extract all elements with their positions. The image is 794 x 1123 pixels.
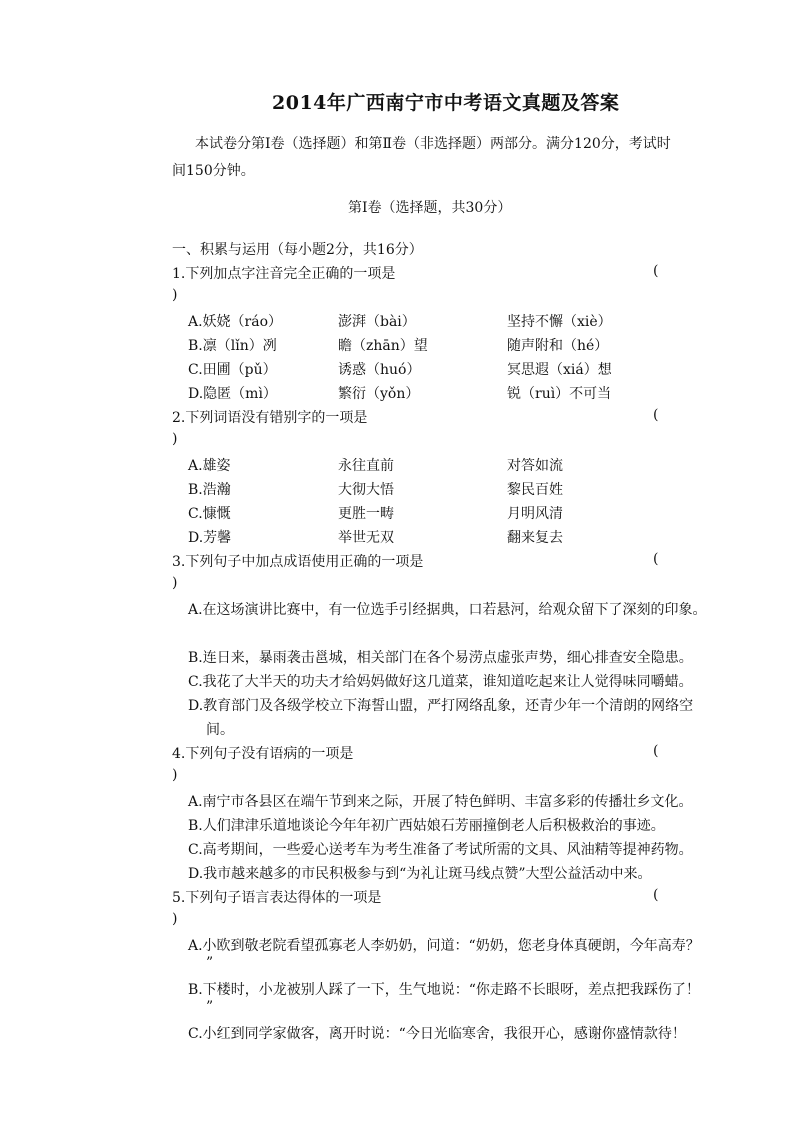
- option-b: B.连日来，暴雨袭击邕城，相关部门在各个易涝点虚张声势，细心排查安全隐患。: [188, 650, 693, 666]
- answer-paren-close: ): [172, 431, 178, 447]
- option-b-1: B.浩瀚: [188, 482, 231, 498]
- option-b-2: 瞻（zhān）望: [338, 338, 428, 354]
- option-b-1: B.凛（lǐn）冽: [188, 338, 277, 354]
- answer-paren-open: (: [653, 551, 659, 567]
- option-c-2: 诱惑（huó）: [338, 362, 421, 378]
- option-b-3: 黎民百姓: [507, 482, 563, 498]
- question-stem: 1.下列加点字注音完全正确的一项是: [172, 266, 396, 282]
- option-b-3: 随声附和（hé）: [507, 338, 609, 354]
- option-a-2: 澎湃（bài）: [338, 314, 416, 330]
- option-d: D.我市越来越多的市民积极参与到“为礼让斑马线点赞”大型公益活动中来。: [188, 866, 652, 882]
- option-a: A.小欧到敬老院看望孤寡老人李奶奶，问道：“奶奶，您老身体真硬朗，今年高寿？: [188, 938, 700, 954]
- answer-paren-open: (: [653, 743, 659, 759]
- option-c-3: 月明风清: [507, 506, 563, 522]
- answer-paren-close: ): [172, 911, 178, 927]
- intro-text-line2: 间150分钟。: [172, 163, 255, 179]
- option-c: C.我花了大半天的功夫才给妈妈做好这几道菜，谁知道吃起来让人觉得味同嚼蜡。: [188, 674, 693, 690]
- option-c: C.小红到同学家做客，离开时说：“今日光临寒舍，我很开心，感谢你盛情款待！: [188, 1026, 686, 1042]
- option-d-1: D.芳馨: [188, 530, 232, 546]
- option-a-1: A.雄姿: [188, 458, 231, 474]
- option-a-3: 坚持不懈（xiè）: [507, 314, 612, 330]
- option-a-continued: ”: [206, 955, 214, 971]
- option-d-1: D.隐匿（mì）: [188, 386, 277, 402]
- option-c-2: 更胜一畴: [338, 506, 394, 522]
- option-c: C.高考期间，一些爱心送考车为考生准备了考试所需的文具、风油精等提神药物。: [188, 842, 693, 858]
- option-b-2: 大彻大悟: [338, 482, 394, 498]
- intro-text-line1: 本试卷分第Ⅰ卷（选择题）和第Ⅱ卷（非选择题）两部分。满分120分，考试时: [195, 136, 671, 152]
- option-d-2: 繁衍（yǒn）: [338, 386, 420, 402]
- option-a: A.南宁市各县区在端午节到来之际，开展了特色鲜明、丰富多彩的传播壮乡文化。: [188, 794, 693, 810]
- answer-paren-open: (: [653, 263, 659, 279]
- answer-paren-open: (: [653, 887, 659, 903]
- option-c-1: C.慷慨: [188, 506, 231, 522]
- part1-heading: 第Ⅰ卷（选择题，共30分）: [348, 200, 512, 216]
- option-d: D.教育部门及各级学校立下海誓山盟，严打网络乱象，还青少年一个清朗的网络空: [188, 698, 694, 714]
- option-d-3: 锐（ruì）不可当: [507, 386, 612, 402]
- option-d-2: 举世无双: [338, 530, 394, 546]
- question-stem: 3.下列句子中加点成语使用正确的一项是: [172, 554, 424, 570]
- option-d-continued: 间。: [206, 722, 234, 738]
- option-b: B.下楼时，小龙被别人踩了一下，生气地说：“你走路不长眼呀，差点把我踩伤了！: [188, 982, 700, 998]
- option-a-2: 永往直前: [338, 458, 394, 474]
- section1-heading: 一、积累与运用（每小题2分，共16分）: [172, 242, 423, 258]
- option-b: B.人们津津乐道地谈论今年年初广西姑娘石芳丽撞倒老人后积极救治的事迹。: [188, 818, 665, 834]
- option-d-3: 翻来复去: [507, 530, 563, 546]
- question-stem: 5.下列句子语言表达得体的一项是: [172, 890, 382, 906]
- question-stem: 4.下列句子没有语病的一项是: [172, 746, 354, 762]
- option-b-continued: ”: [206, 999, 214, 1015]
- option-c-1: C.田圃（pǔ）: [188, 362, 277, 378]
- option-a-1: A.妖娆（ráo）: [188, 314, 283, 330]
- answer-paren-close: ): [172, 287, 178, 303]
- option-a-3: 对答如流: [507, 458, 563, 474]
- answer-paren-close: ): [172, 575, 178, 591]
- question-stem: 2.下列词语没有错别字的一项是: [172, 410, 368, 426]
- answer-paren-open: (: [653, 407, 659, 423]
- answer-paren-close: ): [172, 767, 178, 783]
- option-c-3: 冥思遐（xiá）想: [507, 362, 612, 378]
- page-title: 2014年广西南宁市中考语文真题及答案: [272, 92, 620, 114]
- option-a: A.在这场演讲比赛中，有一位选手引经据典，口若悬河，给观众留下了深刻的印象。: [188, 602, 707, 618]
